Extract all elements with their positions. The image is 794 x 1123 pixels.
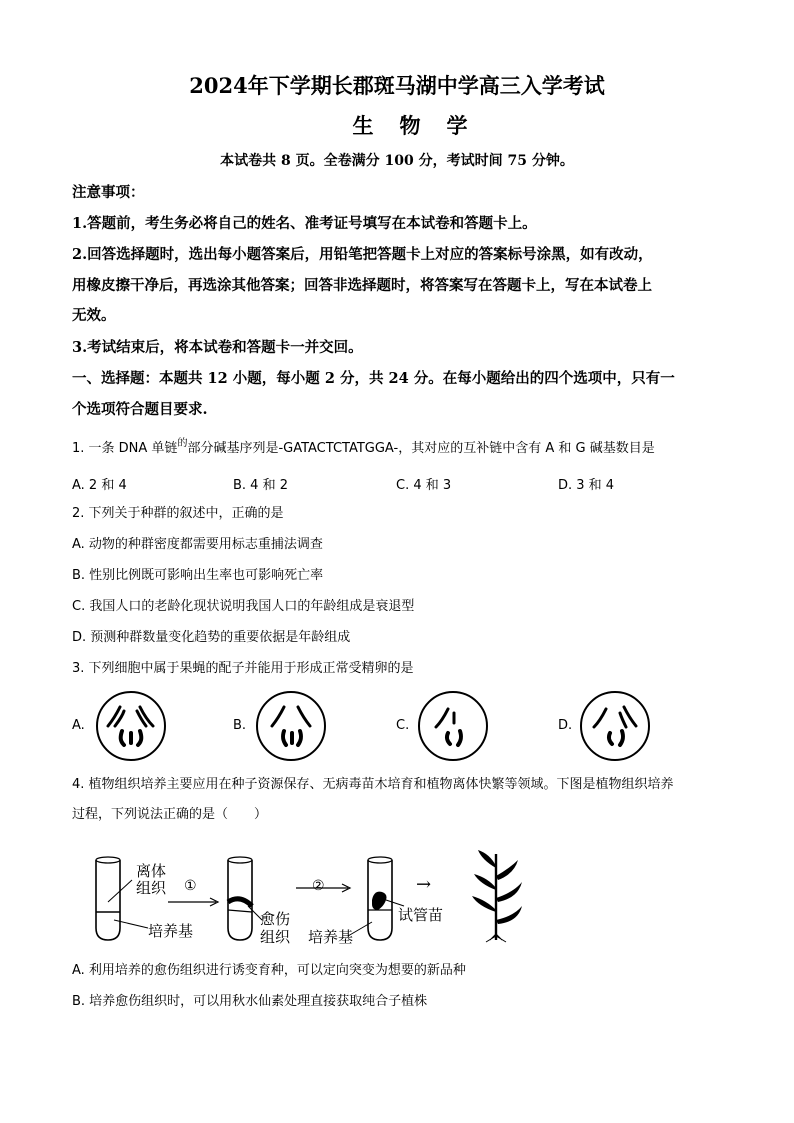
exam-info: 本试卷共 8 页。全卷满分 100 分，考试时间 75 分钟。 <box>220 153 574 169</box>
question-3-option-c-label: C. <box>396 718 410 733</box>
label-step-1: ① <box>184 878 197 894</box>
question-2-option-c: C. 我国人口的老龄化现状说明我国人口的年龄组成是衰退型 <box>72 599 415 614</box>
label-explant-line-1: 离体 <box>136 862 167 880</box>
question-1-stem-part-a: 1. 一条 DNA 单链 <box>72 441 178 456</box>
question-1-stem <box>72 440 655 459</box>
question-2-option-d: D. 预测种群数量变化趋势的重要依据是年龄组成 <box>72 630 351 645</box>
question-2-option-a: A. 动物的种群密度都需要用标志重捕法调查 <box>72 537 323 552</box>
question-1-option-a: A. 2 和 4 <box>72 478 127 493</box>
label-callus-line-2: 组织 <box>260 928 291 946</box>
question-4-stem-line-2: 过程，下列说法正确的是（ ） <box>72 807 268 822</box>
chromosome-drawing-b <box>258 693 324 759</box>
cell-diagram-d <box>580 691 650 761</box>
question-3-stem: 3. 下列细胞中属于果蝇的配子并能用于形成正常受精卵的是 <box>72 661 414 676</box>
chromosome-drawing-a <box>98 693 164 759</box>
cell-diagram-a <box>96 691 166 761</box>
note-item-2-line-1: 2.回答选择题时，选出每小题答案后，用铅笔把答题卡上对应的答案标号涂黑，如有改动， <box>72 246 653 263</box>
notes-heading: 注意事项： <box>72 184 145 201</box>
question-1-option-c: C. 4 和 3 <box>396 478 452 493</box>
label-step-2: ② <box>312 878 325 894</box>
question-4-option-a: A. 利用培养的愈伤组织进行诱变育种，可以定向突变为想要的新品种 <box>72 963 466 978</box>
question-4-option-b: B. 培养愈伤组织时，可以用秋水仙素处理直接获取纯合子植株 <box>72 994 428 1009</box>
chromosome-drawing-d <box>582 693 648 759</box>
cell-diagram-b <box>256 691 326 761</box>
note-item-2-line-2: 用橡皮擦干净后，再选涂其他答案；回答非选择题时，将答案写在答题卡上，写在本试卷上 <box>72 277 652 294</box>
note-item-2-line-3: 无效。 <box>72 307 116 324</box>
question-3-option-d-label: D. <box>558 718 573 733</box>
question-1-stem-part-b: 部分碱基序列是-GATACTCTATGGA-，其对应的互补链中含有 A 和 G 碱基数目是 <box>187 441 655 456</box>
question-4-stem-line-1: 4. 植物组织培养主要应用在种子资源保存、无病毒苗木培育和植物离体快繁等领域。下图是植物组织培养 <box>72 777 674 792</box>
subject-title: 生物学 <box>352 113 494 138</box>
label-plantlet: 试管苗 <box>398 906 444 924</box>
exam-title: 2024年下学期长郡斑马湖中学高三入学考试 <box>189 73 605 98</box>
note-item-3: 3.考试结束后，将本试卷和答题卡一并交回。 <box>72 339 363 356</box>
note-item-1: 1.答题前，考生务必将自己的姓名、准考证号填写在本试卷和答题卡上。 <box>72 215 537 232</box>
question-2-option-b: B. 性别比例既可影响出生率也可影响死亡率 <box>72 568 324 583</box>
label-medium-1: 培养基 <box>148 922 194 940</box>
tissue-culture-diagram <box>86 840 536 950</box>
question-3-option-a-label: A. <box>72 718 85 733</box>
section-1-line-2: 个选项符合题目要求. <box>72 401 208 418</box>
question-3-option-b-label: B. <box>233 718 247 733</box>
cell-diagram-c <box>418 691 488 761</box>
question-2-stem: 2. 下列关于种群的叙述中，正确的是 <box>72 506 284 521</box>
label-callus-line-1: 愈伤 <box>260 910 291 928</box>
label-explant-line-2: 组织 <box>136 879 167 897</box>
label-medium-2: 培养基 <box>308 928 354 946</box>
arrow-to-plant: → <box>416 874 432 895</box>
section-1-line-1: 一、选择题：本题共 12 小题，每小题 2 分，共 24 分。在每小题给出的四个选项中，只有一 <box>72 370 675 387</box>
chromosome-drawing-c <box>420 693 486 759</box>
question-1-option-b: B. 4 和 2 <box>233 478 288 493</box>
question-1-option-d: D. 3 和 4 <box>558 478 615 493</box>
question-1-stem-superscript: 的 <box>177 438 188 449</box>
